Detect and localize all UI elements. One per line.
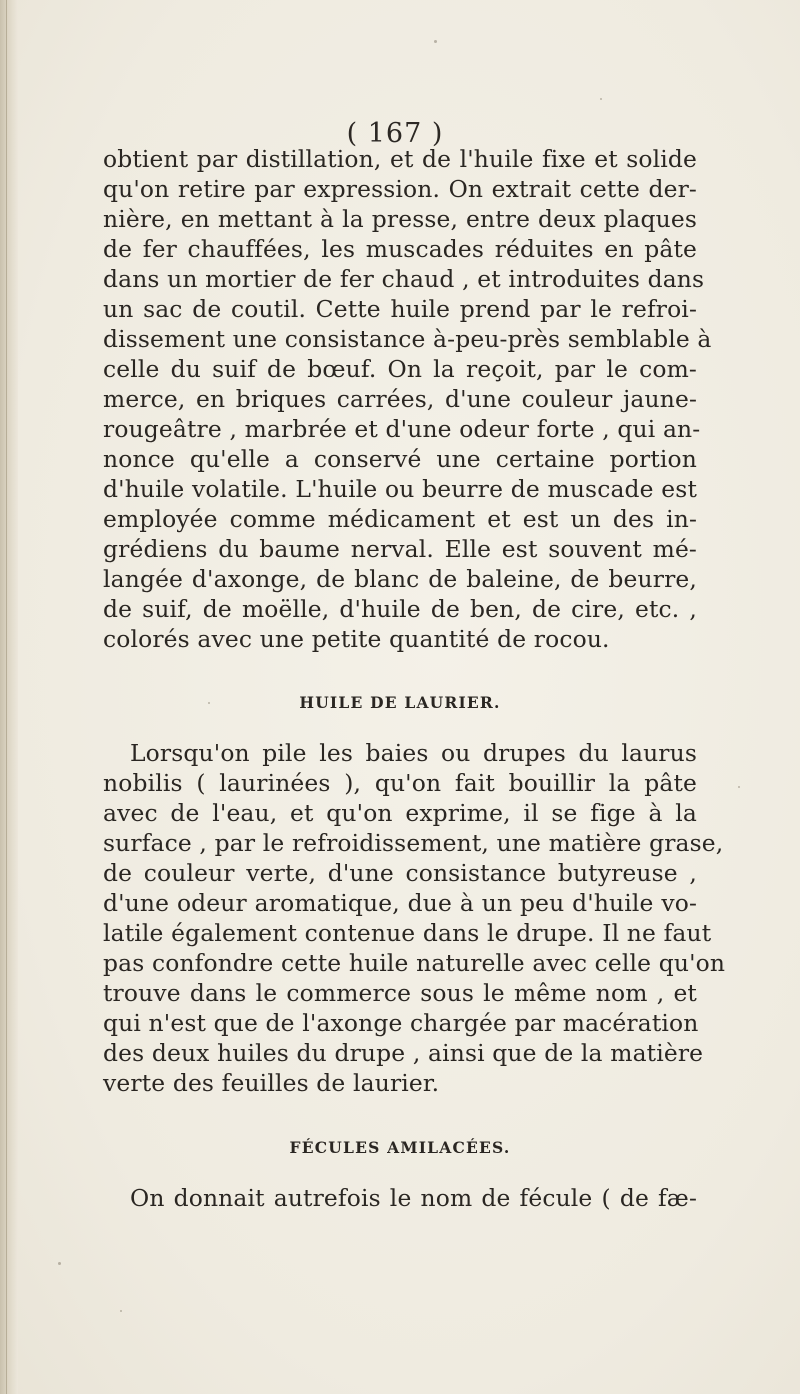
text-line: de suif, de moëlle, d'huile de ben, de cire, etc. ,	[103, 595, 697, 623]
text-line: un sac de coutil. Cette huile prend par le refroi-	[103, 295, 697, 323]
text-line: de couleur verte, d'une consistance butyreuse ,	[103, 859, 697, 887]
paper-speck	[600, 98, 602, 100]
paper-speck	[208, 702, 210, 704]
text-line: Lorsqu'on pile les baies ou drupes du laurus	[130, 739, 697, 767]
text-line: latile également contenue dans le drupe. Il ne faut	[103, 919, 712, 947]
text-line: obtient par distillation, et de l'huile fixe et solide	[103, 145, 697, 173]
section-heading: HUILE DE LAURIER.	[299, 693, 501, 712]
text-line: nière, en mettant à la presse, entre deux plaques	[103, 205, 697, 233]
paper-speck	[120, 1310, 122, 1312]
paper-speck	[434, 40, 437, 43]
text-line: employée comme médicament et est un des in-	[103, 505, 697, 533]
text-line: celle du suif de bœuf. On la reçoit, par le com-	[103, 355, 697, 383]
text-line: dans un mortier de fer chaud , et introduites dans	[103, 265, 705, 293]
binding-crease	[6, 0, 7, 1394]
text-line: On donnait autrefois le nom de fécule ( de fæ-	[130, 1184, 697, 1212]
text-line: qu'on retire par expression. On extrait cette der-	[103, 175, 697, 203]
text-line: surface , par le refroidissement, une matière grase,	[103, 829, 724, 857]
text-line: colorés avec une petite quantité de rocou.	[103, 625, 610, 653]
text-line: verte des feuilles de laurier.	[103, 1069, 440, 1097]
text-line: dissement une consistance à-peu-près semblable à	[103, 325, 712, 353]
text-line: trouve dans le commerce sous le même nom , et	[103, 979, 697, 1007]
paper-speck	[738, 786, 740, 788]
page-number: ( 167 )	[346, 118, 444, 149]
text-line: rougeâtre , marbrée et d'une odeur forte , qui an-	[103, 415, 701, 443]
text-line: pas confondre cette huile naturelle avec celle qu'on	[103, 949, 726, 977]
text-line: nonce qu'elle a conservé une certaine portion	[103, 445, 697, 473]
text-line: d'une odeur aromatique, due à un peu d'huile vo-	[103, 889, 697, 917]
text-line: de fer chauffées, les muscades réduites en pâte	[103, 235, 697, 263]
section-heading: FÉCULES AMILACÉES.	[289, 1138, 511, 1157]
text-line: nobilis ( laurinées ), qu'on fait bouillir la pâte	[103, 769, 697, 797]
text-line: d'huile volatile. L'huile ou beurre de muscade est	[103, 475, 697, 503]
text-line: des deux huiles du drupe , ainsi que de la matière	[103, 1039, 704, 1067]
text-line: langée d'axonge, de blanc de baleine, de beurre,	[103, 565, 697, 593]
paper-speck	[58, 1262, 61, 1265]
text-line: merce, en briques carrées, d'une couleur jaune-	[103, 385, 697, 413]
text-line: grédiens du baume nerval. Elle est souvent mé-	[103, 535, 697, 563]
page-binding-edge	[0, 0, 18, 1394]
text-line: qui n'est que de l'axonge chargée par macération	[103, 1009, 699, 1037]
text-line: avec de l'eau, et qu'on exprime, il se fige à la	[103, 799, 697, 827]
